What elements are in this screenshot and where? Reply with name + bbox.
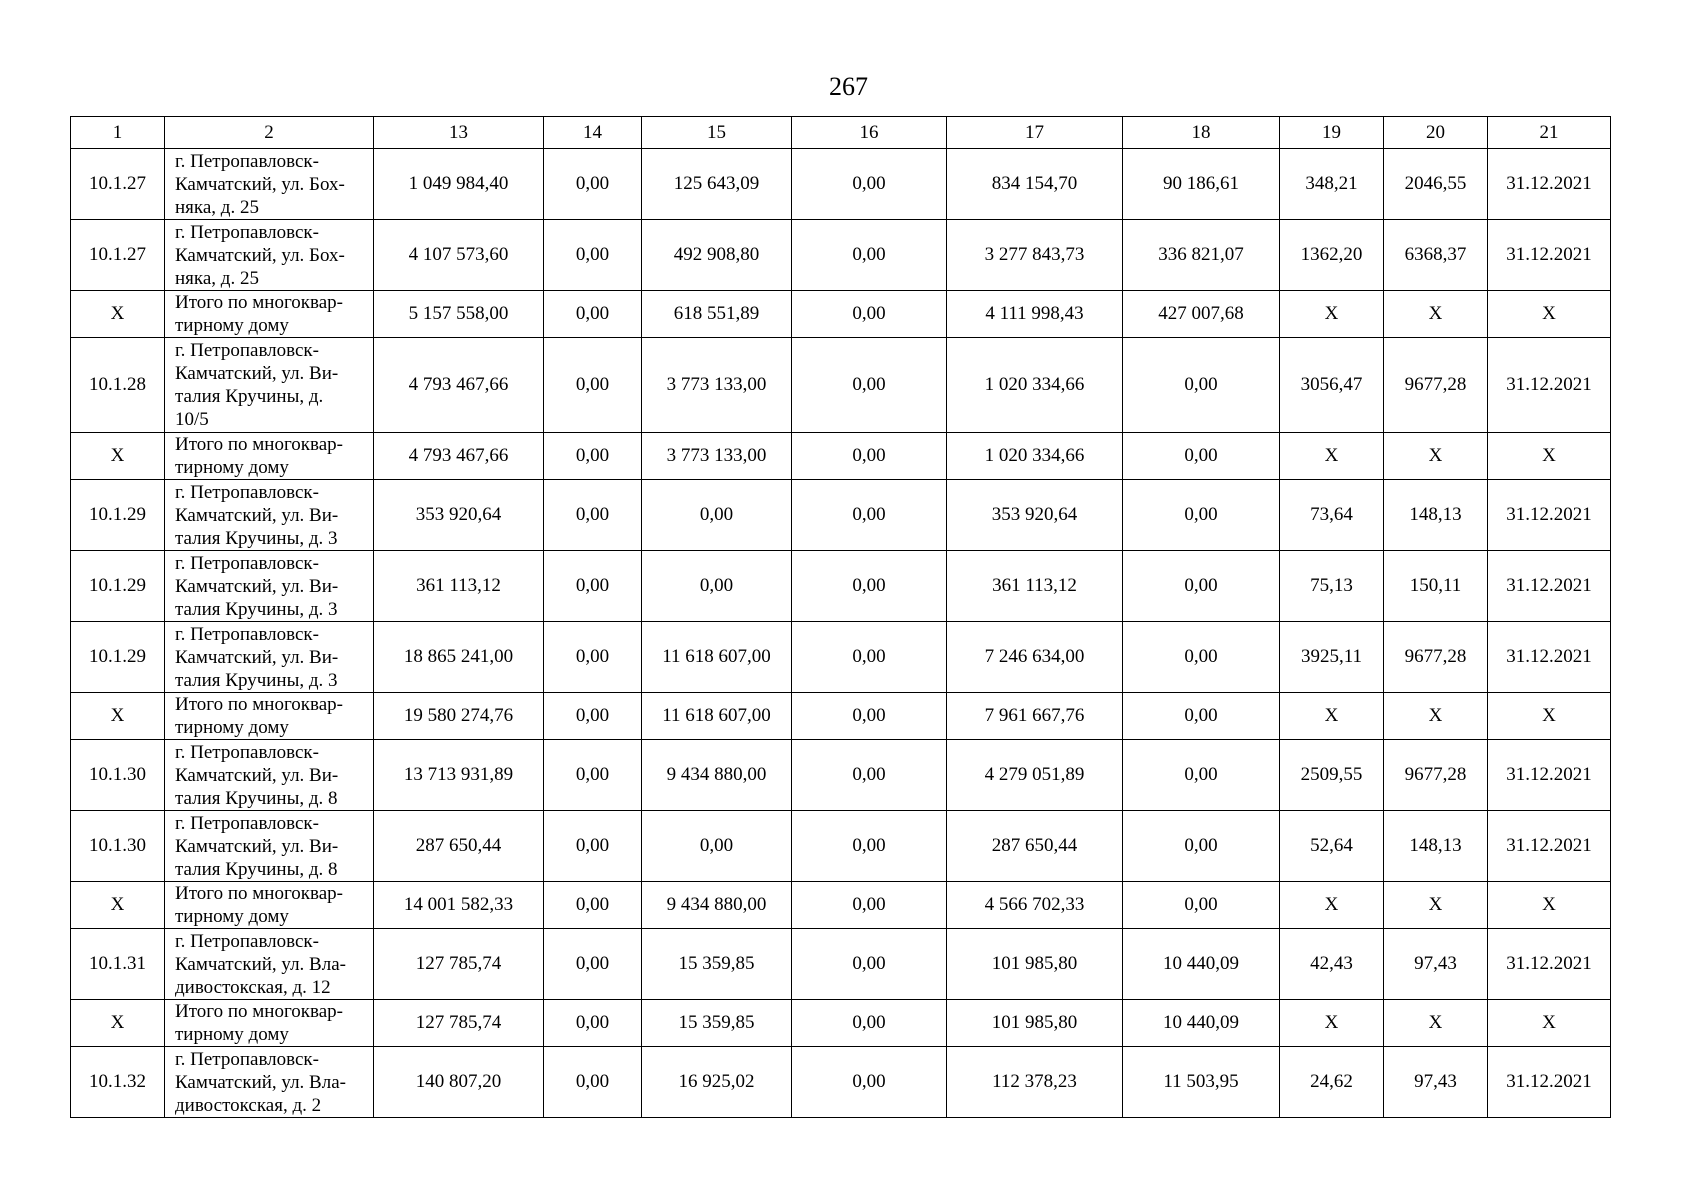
row-id: 10.1.29 bbox=[71, 551, 165, 622]
cell-col-14: 0,00 bbox=[544, 338, 642, 433]
table-row bbox=[71, 551, 1611, 622]
table-row bbox=[71, 149, 1611, 220]
cell-col-18: 0,00 bbox=[1123, 480, 1280, 551]
cell-col-13: 4 793 467,66 bbox=[374, 433, 544, 480]
cell-col-19: 75,13 bbox=[1280, 551, 1384, 622]
cell-col-13: 4 107 573,60 bbox=[374, 220, 544, 291]
row-id: Х bbox=[71, 1000, 165, 1047]
cell-col-16: 0,00 bbox=[792, 1047, 947, 1118]
cell-col-16: 0,00 bbox=[792, 291, 947, 338]
cell-col-15: 11 618 607,00 bbox=[642, 622, 792, 693]
cell-col-18: 10 440,09 bbox=[1123, 929, 1280, 1000]
table-row bbox=[71, 220, 1611, 291]
cell-col-21: 31.12.2021 bbox=[1488, 338, 1611, 433]
cell-col-15: 16 925,02 bbox=[642, 1047, 792, 1118]
row-address: Итого по многоквар- тирному дому bbox=[165, 291, 374, 338]
cell-col-17: 353 920,64 bbox=[947, 480, 1123, 551]
row-id: 10.1.29 bbox=[71, 622, 165, 693]
cell-col-18: 10 440,09 bbox=[1123, 1000, 1280, 1047]
cell-col-14: 0,00 bbox=[544, 480, 642, 551]
cell-col-19: 2509,55 bbox=[1280, 740, 1384, 811]
table-row bbox=[71, 1000, 1611, 1047]
cell-col-21: 31.12.2021 bbox=[1488, 551, 1611, 622]
cell-col-20: 6368,37 bbox=[1384, 220, 1488, 291]
cell-col-14: 0,00 bbox=[544, 220, 642, 291]
cell-col-17: 101 985,80 bbox=[947, 929, 1123, 1000]
cell-col-15: 0,00 bbox=[642, 811, 792, 882]
column-header: 19 bbox=[1280, 117, 1384, 149]
cell-col-17: 112 378,23 bbox=[947, 1047, 1123, 1118]
cell-col-15: 15 359,85 bbox=[642, 929, 792, 1000]
cell-col-21: 31.12.2021 bbox=[1488, 811, 1611, 882]
cell-col-18: 427 007,68 bbox=[1123, 291, 1280, 338]
cell-col-13: 13 713 931,89 bbox=[374, 740, 544, 811]
cell-col-13: 127 785,74 bbox=[374, 1000, 544, 1047]
row-address: г. Петропавловск- Камчатский, ул. Ви- талия Кручины, д. 3 bbox=[165, 480, 374, 551]
column-header: 17 bbox=[947, 117, 1123, 149]
cell-col-13: 5 157 558,00 bbox=[374, 291, 544, 338]
row-id: 10.1.32 bbox=[71, 1047, 165, 1118]
cell-col-20: 9677,28 bbox=[1384, 622, 1488, 693]
cell-col-20: Х bbox=[1384, 693, 1488, 740]
cell-col-20: 148,13 bbox=[1384, 811, 1488, 882]
cell-col-21: Х bbox=[1488, 1000, 1611, 1047]
row-address: г. Петропавловск- Камчатский, ул. Ви- талия Кручины, д. 8 bbox=[165, 740, 374, 811]
cell-col-14: 0,00 bbox=[544, 929, 642, 1000]
cell-col-18: 11 503,95 bbox=[1123, 1047, 1280, 1118]
cell-col-21: Х bbox=[1488, 693, 1611, 740]
row-address: г. Петропавловск- Камчатский, ул. Ви- талия Кручины, д. 3 bbox=[165, 551, 374, 622]
column-header: 20 bbox=[1384, 117, 1488, 149]
cell-col-13: 4 793 467,66 bbox=[374, 338, 544, 433]
cell-col-21: Х bbox=[1488, 882, 1611, 929]
row-id: 10.1.30 bbox=[71, 811, 165, 882]
row-address: Итого по многоквар- тирному дому bbox=[165, 882, 374, 929]
cell-col-21: 31.12.2021 bbox=[1488, 480, 1611, 551]
cell-col-16: 0,00 bbox=[792, 220, 947, 291]
cell-col-13: 127 785,74 bbox=[374, 929, 544, 1000]
row-id: 10.1.28 bbox=[71, 338, 165, 433]
column-header: 1 bbox=[71, 117, 165, 149]
cell-col-18: 0,00 bbox=[1123, 622, 1280, 693]
cell-col-18: 90 186,61 bbox=[1123, 149, 1280, 220]
cell-col-15: 125 643,09 bbox=[642, 149, 792, 220]
cell-col-20: Х bbox=[1384, 882, 1488, 929]
table-row bbox=[71, 291, 1611, 338]
cell-col-16: 0,00 bbox=[792, 1000, 947, 1047]
cell-col-17: 7 246 634,00 bbox=[947, 622, 1123, 693]
cell-col-16: 0,00 bbox=[792, 338, 947, 433]
cell-col-14: 0,00 bbox=[544, 1000, 642, 1047]
cell-col-19: Х bbox=[1280, 882, 1384, 929]
row-address: Итого по многоквар- тирному дому bbox=[165, 433, 374, 480]
cell-col-19: Х bbox=[1280, 291, 1384, 338]
row-address: г. Петропавловск- Камчатский, ул. Ви- талия Кручины, д. 3 bbox=[165, 622, 374, 693]
row-address: г. Петропавловск- Камчатский, ул. Ви- талия Кручины, д. 8 bbox=[165, 811, 374, 882]
cell-col-21: 31.12.2021 bbox=[1488, 149, 1611, 220]
cell-col-16: 0,00 bbox=[792, 480, 947, 551]
row-id: Х bbox=[71, 693, 165, 740]
cell-col-19: Х bbox=[1280, 1000, 1384, 1047]
table-row bbox=[71, 693, 1611, 740]
row-address: г. Петропавловск- Камчатский, ул. Бох- няка, д. 25 bbox=[165, 149, 374, 220]
cell-col-13: 18 865 241,00 bbox=[374, 622, 544, 693]
cell-col-21: Х bbox=[1488, 433, 1611, 480]
cell-col-21: 31.12.2021 bbox=[1488, 740, 1611, 811]
cell-col-14: 0,00 bbox=[544, 622, 642, 693]
column-header: 21 bbox=[1488, 117, 1611, 149]
table-row bbox=[71, 622, 1611, 693]
cell-col-19: Х bbox=[1280, 433, 1384, 480]
cell-col-21: Х bbox=[1488, 291, 1611, 338]
cell-col-14: 0,00 bbox=[544, 740, 642, 811]
cell-col-15: 11 618 607,00 bbox=[642, 693, 792, 740]
cell-col-17: 834 154,70 bbox=[947, 149, 1123, 220]
cell-col-20: 148,13 bbox=[1384, 480, 1488, 551]
cell-col-19: Х bbox=[1280, 693, 1384, 740]
row-id: Х bbox=[71, 882, 165, 929]
cell-col-19: 348,21 bbox=[1280, 149, 1384, 220]
cell-col-13: 287 650,44 bbox=[374, 811, 544, 882]
row-address: г. Петропавловск- Камчатский, ул. Вла- дивостокская, д. 2 bbox=[165, 1047, 374, 1118]
cell-col-16: 0,00 bbox=[792, 693, 947, 740]
cell-col-16: 0,00 bbox=[792, 740, 947, 811]
table-row bbox=[71, 433, 1611, 480]
table-row bbox=[71, 480, 1611, 551]
cell-col-14: 0,00 bbox=[544, 551, 642, 622]
cell-col-15: 9 434 880,00 bbox=[642, 882, 792, 929]
cell-col-20: 150,11 bbox=[1384, 551, 1488, 622]
row-id: Х bbox=[71, 433, 165, 480]
cell-col-17: 3 277 843,73 bbox=[947, 220, 1123, 291]
cell-col-21: 31.12.2021 bbox=[1488, 220, 1611, 291]
cell-col-19: 3925,11 bbox=[1280, 622, 1384, 693]
cell-col-16: 0,00 bbox=[792, 149, 947, 220]
column-header: 14 bbox=[544, 117, 642, 149]
cell-col-18: 0,00 bbox=[1123, 740, 1280, 811]
column-header: 15 bbox=[642, 117, 792, 149]
cell-col-19: 24,62 bbox=[1280, 1047, 1384, 1118]
table-row bbox=[71, 811, 1611, 882]
table-row bbox=[71, 882, 1611, 929]
cell-col-20: 97,43 bbox=[1384, 1047, 1488, 1118]
cell-col-15: 618 551,89 bbox=[642, 291, 792, 338]
row-id: 10.1.30 bbox=[71, 740, 165, 811]
cell-col-19: 3056,47 bbox=[1280, 338, 1384, 433]
table-row bbox=[71, 740, 1611, 811]
table-row bbox=[71, 1047, 1611, 1118]
column-header: 13 bbox=[374, 117, 544, 149]
cell-col-13: 1 049 984,40 bbox=[374, 149, 544, 220]
cell-col-15: 0,00 bbox=[642, 551, 792, 622]
data-table bbox=[70, 116, 1611, 1118]
cell-col-16: 0,00 bbox=[792, 433, 947, 480]
cell-col-18: 0,00 bbox=[1123, 433, 1280, 480]
row-address: Итого по многоквар- тирному дому bbox=[165, 1000, 374, 1047]
cell-col-20: 9677,28 bbox=[1384, 740, 1488, 811]
cell-col-14: 0,00 bbox=[544, 1047, 642, 1118]
cell-col-16: 0,00 bbox=[792, 929, 947, 1000]
cell-col-20: 97,43 bbox=[1384, 929, 1488, 1000]
cell-col-17: 1 020 334,66 bbox=[947, 338, 1123, 433]
cell-col-17: 1 020 334,66 bbox=[947, 433, 1123, 480]
cell-col-19: 1362,20 bbox=[1280, 220, 1384, 291]
table-body bbox=[71, 149, 1611, 1118]
cell-col-21: 31.12.2021 bbox=[1488, 622, 1611, 693]
cell-col-19: 52,64 bbox=[1280, 811, 1384, 882]
cell-col-16: 0,00 bbox=[792, 882, 947, 929]
page-number: 267 bbox=[829, 72, 868, 101]
cell-col-14: 0,00 bbox=[544, 433, 642, 480]
cell-col-18: 336 821,07 bbox=[1123, 220, 1280, 291]
table-row bbox=[71, 338, 1611, 433]
cell-col-17: 4 279 051,89 bbox=[947, 740, 1123, 811]
cell-col-14: 0,00 bbox=[544, 291, 642, 338]
row-id: 10.1.31 bbox=[71, 929, 165, 1000]
cell-col-14: 0,00 bbox=[544, 811, 642, 882]
cell-col-17: 4 111 998,43 bbox=[947, 291, 1123, 338]
cell-col-17: 4 566 702,33 bbox=[947, 882, 1123, 929]
table-header bbox=[71, 117, 1611, 149]
cell-col-19: 73,64 bbox=[1280, 480, 1384, 551]
cell-col-13: 361 113,12 bbox=[374, 551, 544, 622]
cell-col-15: 9 434 880,00 bbox=[642, 740, 792, 811]
cell-col-13: 140 807,20 bbox=[374, 1047, 544, 1118]
row-address: г. Петропавловск- Камчатский, ул. Ви- талия Кручины, д. 10/5 bbox=[165, 338, 374, 433]
cell-col-15: 3 773 133,00 bbox=[642, 433, 792, 480]
cell-col-16: 0,00 bbox=[792, 622, 947, 693]
cell-col-19: 42,43 bbox=[1280, 929, 1384, 1000]
cell-col-17: 361 113,12 bbox=[947, 551, 1123, 622]
cell-col-15: 492 908,80 bbox=[642, 220, 792, 291]
cell-col-17: 7 961 667,76 bbox=[947, 693, 1123, 740]
cell-col-17: 287 650,44 bbox=[947, 811, 1123, 882]
cell-col-14: 0,00 bbox=[544, 149, 642, 220]
cell-col-18: 0,00 bbox=[1123, 338, 1280, 433]
column-header: 2 bbox=[165, 117, 374, 149]
row-address: г. Петропавловск- Камчатский, ул. Вла- дивостокская, д. 12 bbox=[165, 929, 374, 1000]
table-row bbox=[71, 929, 1611, 1000]
row-id: 10.1.27 bbox=[71, 149, 165, 220]
cell-col-20: Х bbox=[1384, 1000, 1488, 1047]
cell-col-15: 15 359,85 bbox=[642, 1000, 792, 1047]
cell-col-13: 14 001 582,33 bbox=[374, 882, 544, 929]
cell-col-15: 0,00 bbox=[642, 480, 792, 551]
cell-col-13: 353 920,64 bbox=[374, 480, 544, 551]
cell-col-13: 19 580 274,76 bbox=[374, 693, 544, 740]
cell-col-18: 0,00 bbox=[1123, 811, 1280, 882]
row-address: г. Петропавловск- Камчатский, ул. Бох- няка, д. 25 bbox=[165, 220, 374, 291]
cell-col-20: Х bbox=[1384, 433, 1488, 480]
cell-col-20: Х bbox=[1384, 291, 1488, 338]
row-id: 10.1.27 bbox=[71, 220, 165, 291]
cell-col-20: 2046,55 bbox=[1384, 149, 1488, 220]
cell-col-21: 31.12.2021 bbox=[1488, 1047, 1611, 1118]
column-header: 18 bbox=[1123, 117, 1280, 149]
cell-col-20: 9677,28 bbox=[1384, 338, 1488, 433]
cell-col-18: 0,00 bbox=[1123, 693, 1280, 740]
cell-col-14: 0,00 bbox=[544, 693, 642, 740]
column-header: 16 bbox=[792, 117, 947, 149]
cell-col-16: 0,00 bbox=[792, 811, 947, 882]
cell-col-16: 0,00 bbox=[792, 551, 947, 622]
cell-col-15: 3 773 133,00 bbox=[642, 338, 792, 433]
row-id: Х bbox=[71, 291, 165, 338]
cell-col-18: 0,00 bbox=[1123, 551, 1280, 622]
row-address: Итого по многоквар- тирному дому bbox=[165, 693, 374, 740]
cell-col-14: 0,00 bbox=[544, 882, 642, 929]
cell-col-17: 101 985,80 bbox=[947, 1000, 1123, 1047]
cell-col-18: 0,00 bbox=[1123, 882, 1280, 929]
cell-col-21: 31.12.2021 bbox=[1488, 929, 1611, 1000]
row-id: 10.1.29 bbox=[71, 480, 165, 551]
